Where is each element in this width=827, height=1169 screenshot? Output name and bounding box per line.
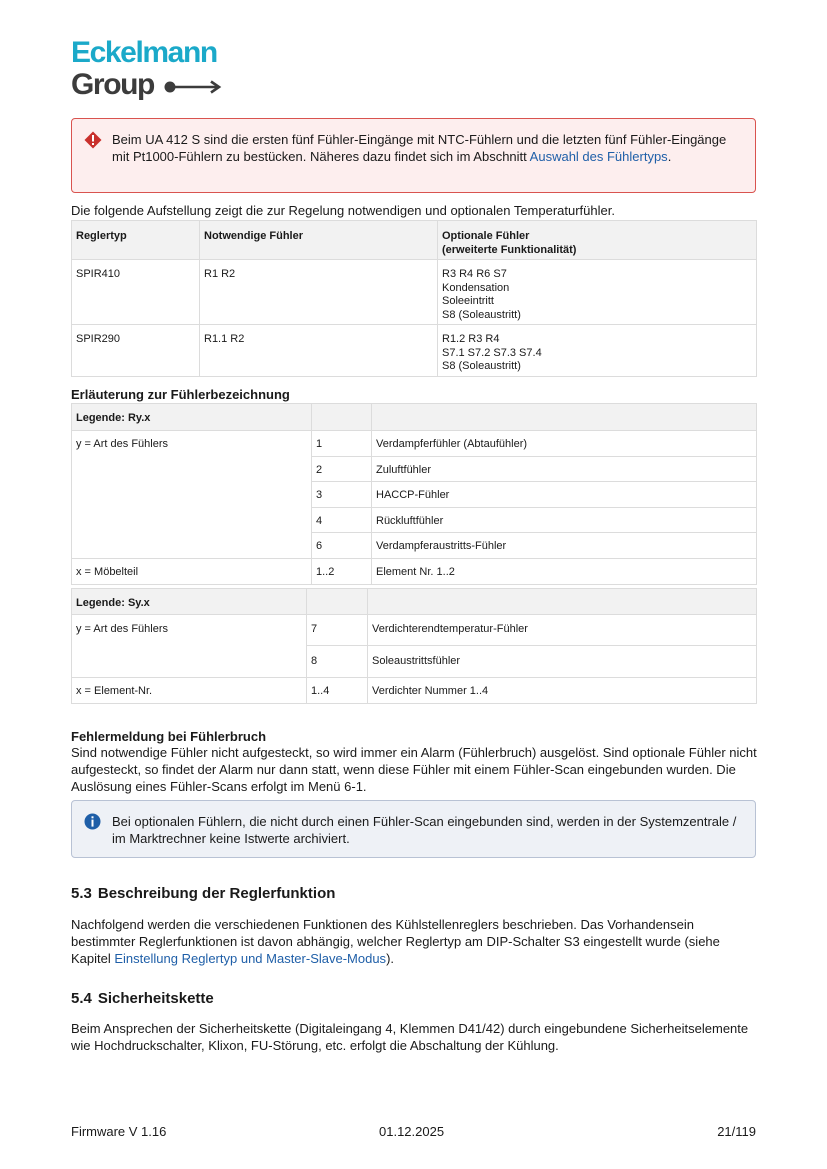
- legend-desc: Zuluftfühler: [372, 456, 757, 482]
- error-heading: Fehlermeldung bei Fühlerbruch: [71, 729, 267, 744]
- section-number: 5.4: [71, 990, 92, 1007]
- warning-note-punct: .: [667, 149, 672, 164]
- error-paragraph: Sind notwendige Fühler nicht aufgesteckt, so wird immer ein Alarm (Fühlerbruch) ausgelöst. Sind optionale Fühler nicht aufgesteckt, so findet der Alarm nur dann statt, wenn diese Fühler mit einem Fühler-Scan eingebunden wurden. Die Auslösung eines Fühler-Scans erfolgt im Menü 6-1.: [71, 745, 757, 794]
- legend-desc: Verdichter Nummer 1..4: [368, 678, 757, 704]
- column-header-optionale-line1: Optionale Fühler: [442, 230, 530, 242]
- brand-logo: [71, 38, 222, 100]
- cell-reglertyp: SPIR290: [72, 325, 200, 377]
- logo-word-group: Group: [71, 68, 154, 101]
- legend-r-table: [71, 403, 757, 585]
- optional-line: S8 (Soleaustritt): [442, 360, 521, 372]
- link-einstellung-reglertyp[interactable]: Einstellung Reglertyp und Master-Slave-Modus: [114, 951, 387, 966]
- section-5-3-text: Nachfolgend werden die verschiedenen Funktionen des Kühlstellenreglers beschrieben. Das Vorhandensein bestimmter Reglerfunktionen ist davon abhängig, welcher Reglertyp am DIP-Schalter S3 eingestellt wurde (siehe Kapitel: [71, 917, 720, 966]
- optional-line: R1.2 R3 R4: [442, 333, 500, 345]
- legend-s-table: [71, 588, 757, 704]
- legend-s-y-label: y = Art des Fühlers: [72, 615, 307, 678]
- optional-line: S8 (Soleaustritt): [442, 308, 521, 321]
- column-header-reglertyp: Reglertyp: [72, 221, 200, 260]
- legend-code: 6: [312, 533, 372, 559]
- legend-s-title: Legende: Sy.x: [72, 589, 307, 615]
- intro-paragraph: Die folgende Aufstellung zeigt die zur Regelung notwendigen und optionalen Temperaturfühler.: [71, 203, 615, 218]
- footer-page-number: 21/119: [717, 1124, 756, 1139]
- cell-reglertyp: SPIR410: [72, 260, 200, 325]
- cell-optionale: [438, 325, 757, 377]
- table-row: [72, 260, 757, 325]
- info-note-text: Bei optionalen Fühlern, die nicht durch einen Fühler-Scan eingebunden sind, werden in der Systemzentrale / im Marktrechner keine Istwerte archiviert.: [112, 814, 737, 846]
- column-header-notwendige: Notwendige Fühler: [200, 221, 438, 260]
- warning-icon: [84, 131, 102, 149]
- warning-note: [71, 118, 756, 193]
- section-title: Sicherheitskette: [97, 990, 214, 1007]
- section-5-3-paragraph: [71, 916, 761, 967]
- legend-code: 4: [312, 507, 372, 533]
- legend-r-x-label: x = Möbelteil: [72, 558, 312, 584]
- cell-optionale: [438, 260, 757, 325]
- section-title: Beschreibung der Reglerfunktion: [97, 885, 336, 902]
- footer-firmware: Firmware V 1.16: [71, 1124, 167, 1139]
- info-note: [71, 800, 756, 858]
- section-5-3-punct: ).: [386, 951, 395, 966]
- warning-note-text: Beim UA 412 S sind die ersten fünf Fühler-Eingänge mit NTC-Fühlern und die letzten fünf Fühler-Eingänge mit Pt1000-Fühlern zu bestücken. Näheres dazu findet sich im Abschnitt: [112, 132, 727, 164]
- section-heading-5-3: [71, 885, 335, 902]
- optional-line: Soleeintritt: [442, 295, 494, 307]
- legend-r-y-label: y = Art des Fühlers: [72, 431, 312, 559]
- table-row: [72, 615, 757, 646]
- legend-code: 8: [307, 646, 368, 678]
- table-row: [72, 558, 757, 584]
- column-header-optionale: [438, 221, 757, 260]
- info-icon: [84, 813, 101, 830]
- link-auswahl-fuehlertyps[interactable]: Auswahl des Fühlertyps: [529, 149, 668, 164]
- legend-s-x-label: x = Element-Nr.: [72, 678, 307, 704]
- legend-heading: Erläuterung zur Fühlerbezeichnung: [71, 387, 290, 402]
- cell-notwendige: R1.1 R2: [200, 325, 438, 377]
- legend-s-blank-header: [368, 589, 757, 615]
- legend-desc: Verdampferfühler (Abtaufühler): [372, 431, 757, 457]
- legend-code: 3: [312, 482, 372, 508]
- legend-desc: Verdampferaustritts-Fühler: [372, 533, 757, 559]
- sensor-table: [71, 220, 757, 377]
- legend-r-title: Legende: Ry.x: [72, 404, 312, 431]
- logo-word-eckelmann: Eckelmann: [71, 36, 217, 69]
- cell-notwendige: R1 R2: [200, 260, 438, 325]
- column-header-optionale-line2: (erweiterte Funktionalität): [442, 243, 577, 256]
- footer-date: 01.12.2025: [379, 1124, 445, 1139]
- legend-desc: Rückluftfühler: [372, 507, 757, 533]
- legend-desc: Verdichterendtemperatur-Fühler: [368, 615, 757, 646]
- table-row: [72, 678, 757, 704]
- legend-desc: Soleaustrittsfühler: [368, 646, 757, 678]
- legend-r-blank-header: [372, 404, 757, 431]
- legend-code: 2: [312, 456, 372, 482]
- legend-desc: HACCP-Fühler: [372, 482, 757, 508]
- legend-code: 1..2: [312, 558, 372, 584]
- section-heading-5-4: [71, 990, 214, 1007]
- legend-r-blank-header: [312, 404, 372, 431]
- legend-desc: Element Nr. 1..2: [372, 558, 757, 584]
- optional-line: R3 R4 R6 S7: [442, 268, 507, 280]
- optional-line: Kondensation: [442, 281, 510, 294]
- table-row: [72, 431, 757, 457]
- legend-code: 7: [307, 615, 368, 646]
- table-row: [72, 325, 757, 377]
- optional-line: S7.1 S7.2 S7.3 S7.4: [442, 346, 542, 359]
- section-5-4-paragraph: Beim Ansprechen der Sicherheitskette (Digitaleingang 4, Klemmen D41/42) durch eingebundene Sicherheitselemente wie Hochdruckschalter, Klixon, FU-Störung, etc. erfolgt die Abschaltung der Kühlung.: [71, 1021, 749, 1053]
- legend-code: 1: [312, 431, 372, 457]
- logo-arrow-icon: [164, 80, 222, 94]
- legend-code: 1..4: [307, 678, 368, 704]
- section-number: 5.3: [71, 885, 92, 902]
- legend-s-blank-header: [307, 589, 368, 615]
